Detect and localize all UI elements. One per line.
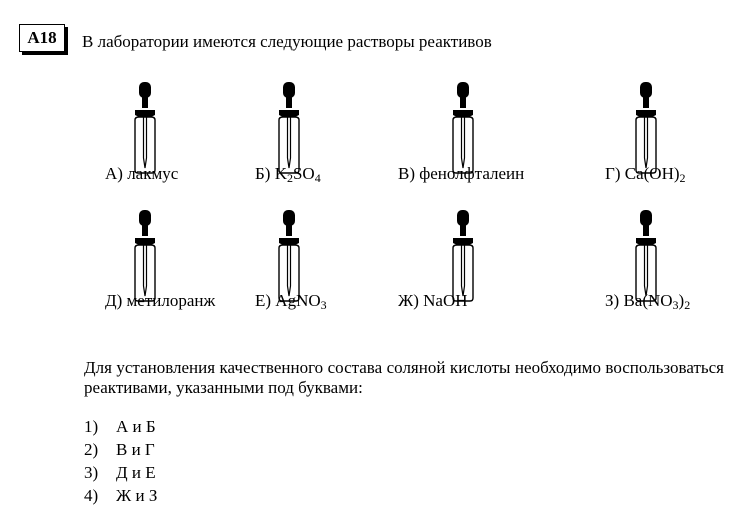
answer-options [84, 415, 157, 507]
reagent-letter: Е) [255, 291, 276, 310]
intro-text: В лаборатории имеются следующие растворы реактивов [82, 32, 492, 51]
option-number: 1) [84, 416, 99, 436]
option-number: 2) [84, 439, 99, 459]
option-text: В и Г [116, 439, 155, 459]
reagent-label [105, 291, 215, 311]
reagent-name: NaOH [423, 291, 468, 310]
answer-option-4[interactable] [84, 484, 157, 507]
option-text: А и Б [116, 416, 156, 436]
reagent-label [605, 291, 690, 311]
question-text: Для установления качественного состава соляной кислоты необходимо воспользоваться реактивами, указанными под буквами: [84, 358, 724, 397]
reagent-letter: Ж) [398, 291, 424, 310]
reagent-label [398, 291, 468, 311]
reagent-label [605, 164, 686, 184]
reagent-label [105, 164, 178, 184]
reagent-name: фенолфталеин [419, 164, 525, 183]
reagent-label [255, 164, 321, 184]
question-number: A18 [19, 24, 65, 52]
reagent-name: $Ba(NO_3)_2$ [623, 291, 691, 312]
reagent-letter: Г) [605, 164, 625, 183]
reagent-name: AgNO$_3$ [275, 291, 327, 312]
reagent-letter: В) [398, 164, 420, 183]
answer-option-1[interactable] [84, 415, 157, 438]
reagent-label [255, 291, 327, 311]
answer-option-2[interactable] [84, 438, 157, 461]
reagent-label [398, 164, 524, 184]
option-number: 3) [84, 462, 99, 482]
option-number: 4) [84, 485, 99, 505]
reagent-name: $Ca(OH)_2$ [624, 164, 686, 185]
reagent-name: метилоранж [126, 291, 216, 310]
option-text: Д и Е [116, 462, 156, 482]
reagent-letter: Б) [255, 164, 275, 183]
option-text: Ж и З [116, 485, 158, 505]
reagent-letter: З) [605, 291, 624, 310]
reagent-name: $K_2SO_4$ [274, 164, 321, 185]
reagent-letter: А) [105, 164, 128, 183]
reagent-name: лакмус [127, 164, 179, 183]
reagent-letter: Д) [105, 291, 127, 310]
answer-option-3[interactable] [84, 461, 157, 484]
